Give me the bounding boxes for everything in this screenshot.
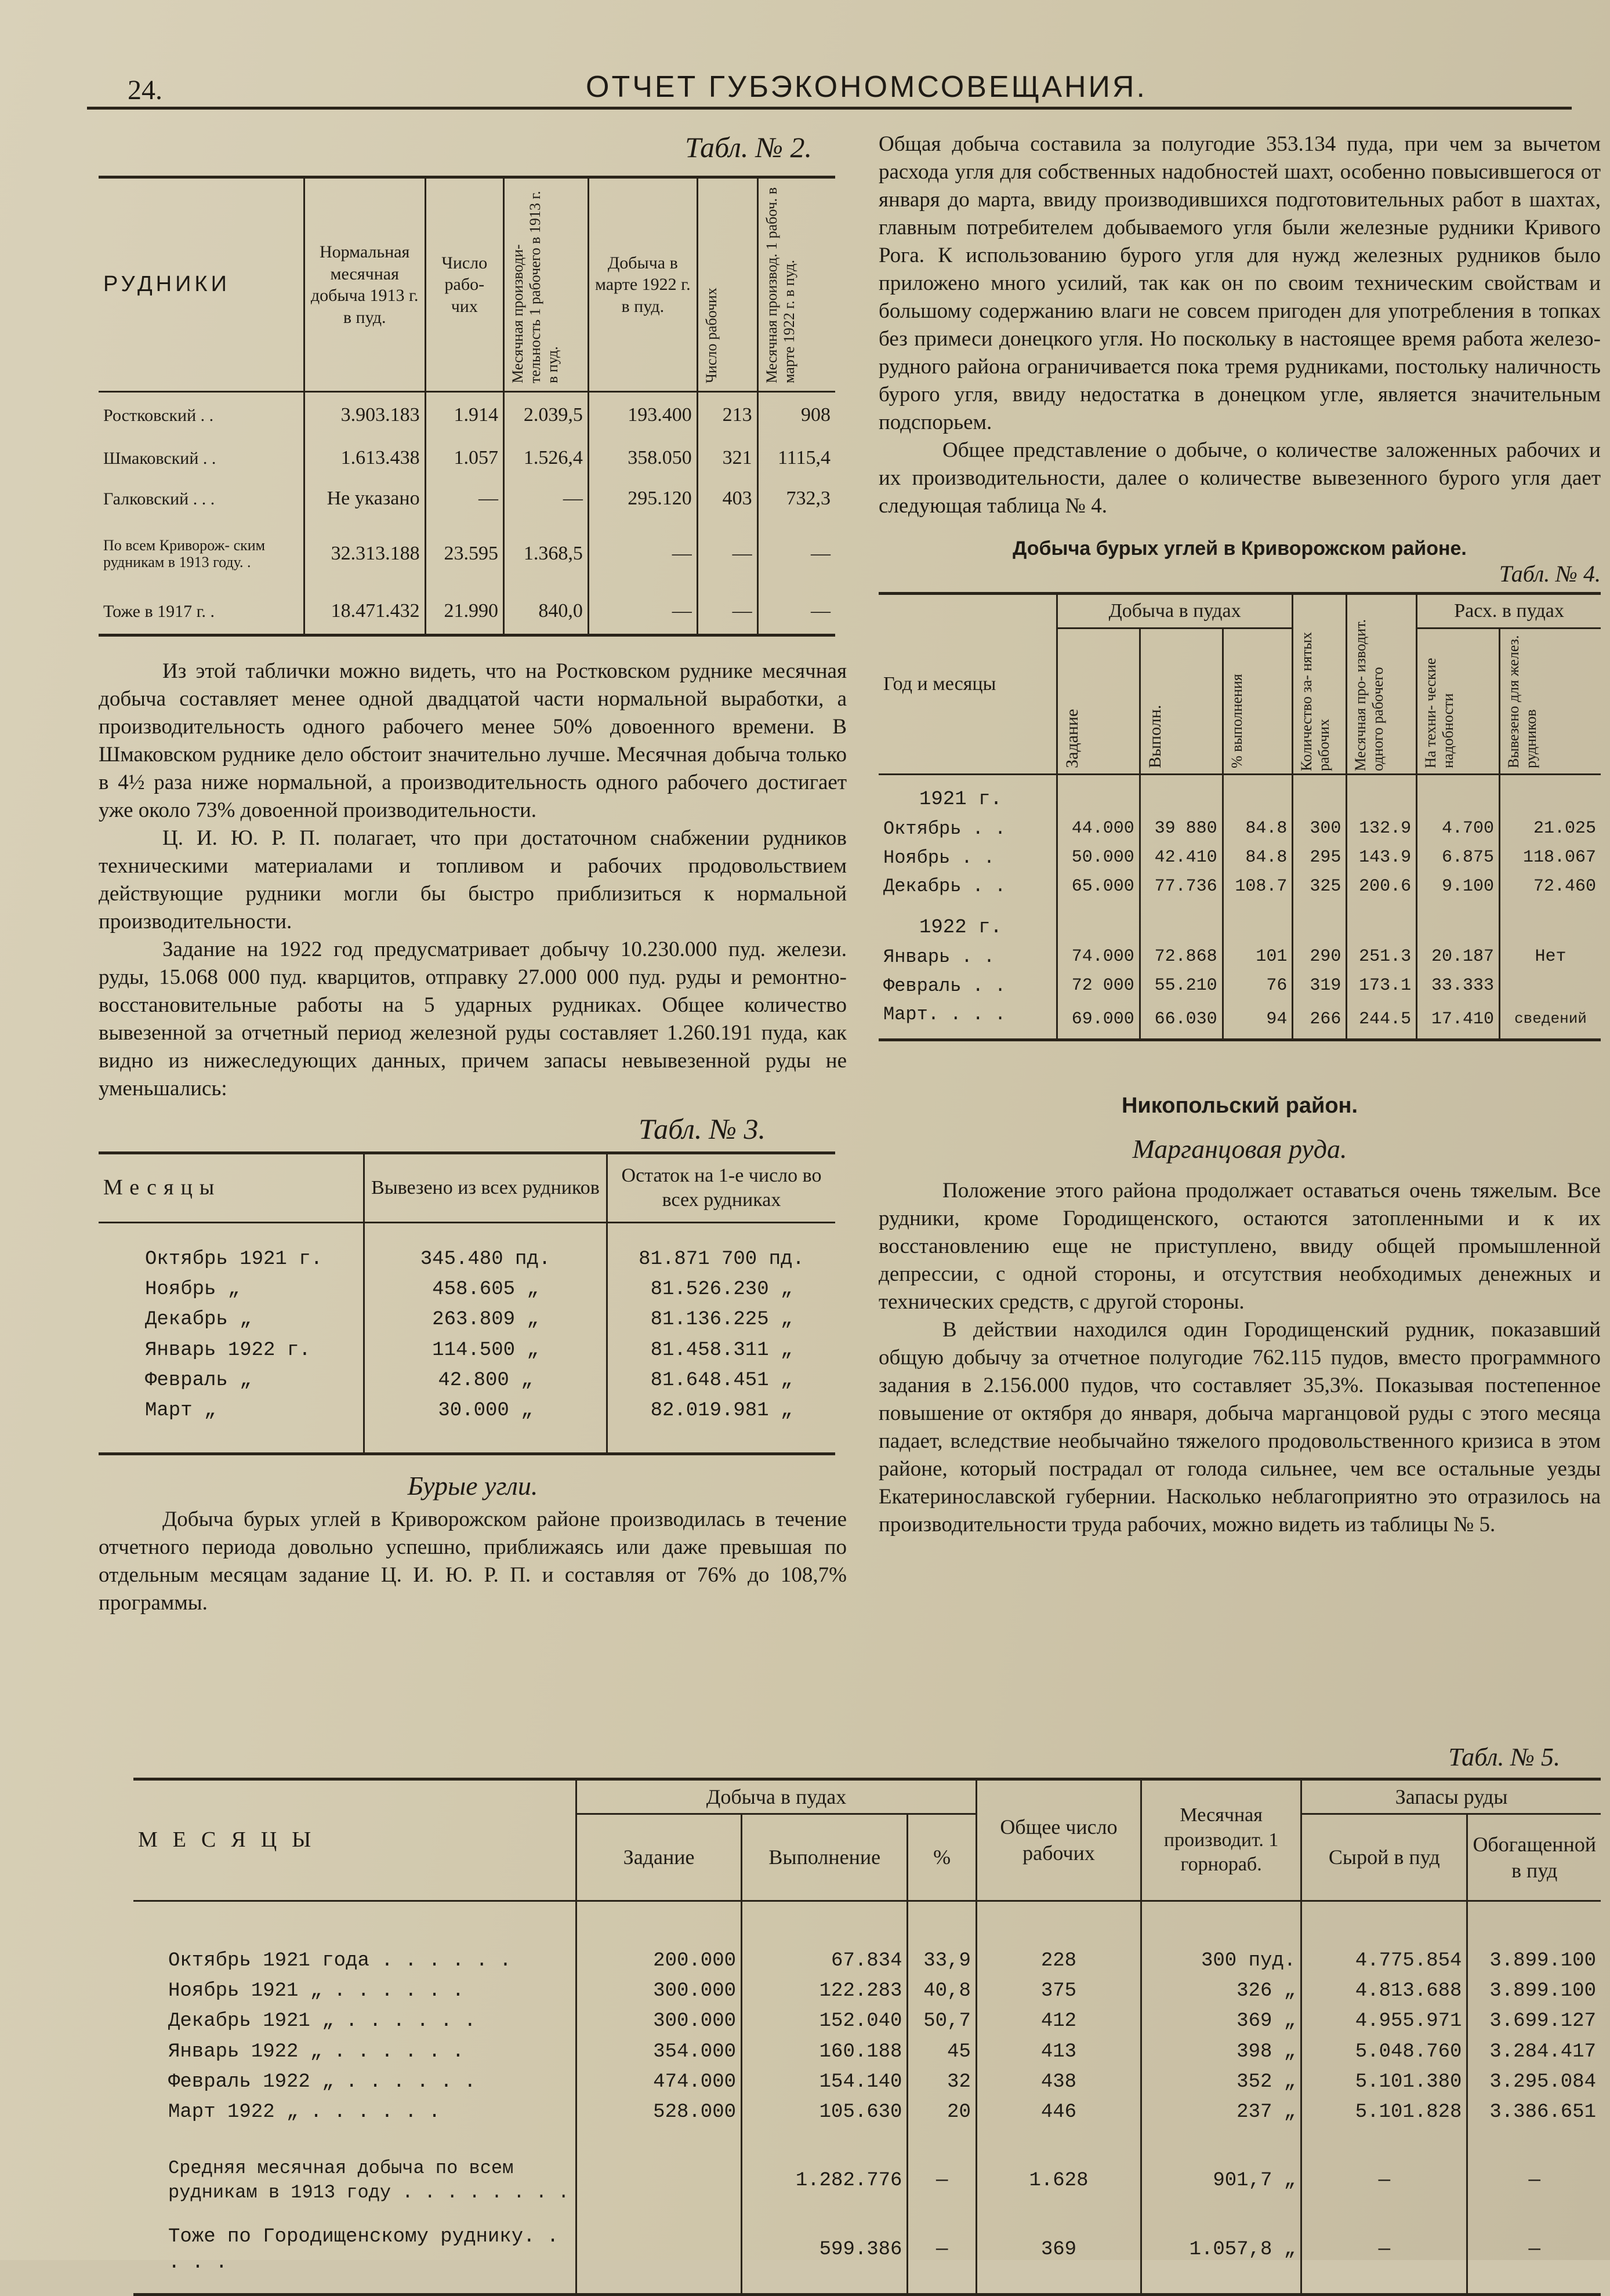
table-row: Тоже по Городищенскому руднику. . . . . 599.386 — 369 1.057,8 „ — — <box>133 2207 1601 2294</box>
table-row: Февраль 1922 „ . . . . . . 474.000 154.140 32 438 352 „ 5.101.380 3.295.084 <box>133 2067 1601 2097</box>
nikopol-heading: Никопольский район. <box>1121 1093 1358 1118</box>
table2-header-norm: Нормальная месячная добыча 1913 г. в пуд. <box>304 177 425 392</box>
table-row: Март. . . . 69.000 66.030 94 266 244.5 17.410 сведений <box>879 1000 1601 1040</box>
page-header <box>87 63 1572 106</box>
table5-header-pct: % <box>908 1814 976 1901</box>
table3-header-exported: Вывезено из всех рудников <box>364 1153 607 1223</box>
table-row: Ноябрь „ 458.605 „ 81.526.230 „ <box>99 1274 835 1305</box>
table-row: Октябрь . . 44.000 39 880 84.8 300 132.9 4.700 21.025 <box>879 815 1601 844</box>
table-row: Январь 1922 „ . . . . . . 354.000 160.188 45 413 398 „ 5.048.760 3.284.417 <box>133 2037 1601 2067</box>
paragraph: Из этой таблички можно видеть, что на Ростковском руднике месячная добыча составляет менее одной двадцатой части нормальной выработки, а производительность одного рабочего менее 50% довоенного времени. В Шмаковском руднике дело обстоит значительно лучше. Месячная добыча только в 4½ раза ниже нормальной, а производительность одного рабочего достигает уже около 73% довоенной производительности. <box>99 659 847 822</box>
header-rule <box>87 107 1572 110</box>
table5-header-enriched: Обогащенной в пуд <box>1467 1814 1601 1901</box>
table5-header-group2: Запасы руды <box>1301 1779 1601 1814</box>
table-row: Март „ 30.000 „ 82.019.981 „ <box>99 1396 835 1454</box>
table3-header-months: Месяцы <box>99 1153 364 1223</box>
table-row: По всем Криворож- ским рудникам в 1913 году. . 32.313.188 23.595 1.368,5 — — — <box>99 519 835 589</box>
table4-header-months: Год и месяцы <box>879 594 1057 775</box>
paragraph: В действии находился один Городищенский рудник, показавший общую добычу за отчетное полугодие 762.115 пудов, вместо программного задания в 2.156.000 пудов, что составляет 35,3%. Показывая постепенное повышение от октября до января, добыча марганцовой руды с этого месяца падает, вследствие необычайно тяжелого продовольственного кризиса в этом районе, который пострадал от голода сильнее, чем все остальные уезды Екатеринославской губернии. Насколько неблагоприятно это отразилось на производительности труда рабочих, можно видеть из таблицы № 5. <box>879 1317 1601 1536</box>
table-row: Март 1922 „ . . . . . . 528.000 105.630 20 446 237 „ 5.101.828 3.386.651 <box>133 2097 1601 2127</box>
table5-header-task: Задание <box>576 1814 742 1901</box>
paragraph: Общая добыча составила за полугодие 353.134 пуда, при чем за вычетом расхода угля для собственных надобностей шахт, особенно повысившегося от января до марта, ввиду производившихся подготовительных работ в шахтах, главным потребителем добываемого угля были железные рудники Кривого Рога. К использованию бурого угля для нужд железных рудников было приложено много усилий, так как он по своим техническим свойствам и большому содержанию влаги не совсем пригоден для употребления в топках без примеси донецкого угля. Но поскольку в настоящее время работа железо-рудного района ограничивается пока тремя рудниками, постольку наличность бурого угля, ввиду недостатка в донецком угле, является значительным подспорьем. <box>879 132 1601 434</box>
table-row: Декабрь 1921 „ . . . . . . 300.000 152.040 50,7 412 369 „ 4.955.971 3.699.127 <box>133 2006 1601 2036</box>
table4-caption: Табл. № 4. <box>1499 561 1601 587</box>
table-row: Тоже в 1917 г. . 18.471.432 21.990 840,0 — — — <box>99 589 835 635</box>
paragraph: Добыча бурых углей в Криворожском районе производилась в течение отчетного периода довольно успешно, приближаясь или даже превышая по отдельным месяцам задание Ц. И. Ю. Р. П. и составляя от 76% до 108,7% программы. <box>99 1507 847 1615</box>
table5-block <box>133 1742 1601 2296</box>
table2-header-workers: Число рабо- чих <box>425 177 503 392</box>
paragraph: Задание на 1922 год предусматривает добычу 10.230.000 пуд. желези. руды, 15.068 000 пуд. кварцитов, отправку 27.000 000 пуд. руды и ремонтно-восстановительные работы на 5 ударных рудниках. Общее количество вывезенной за отчетный период железной руды составляет 1.260.191 пуда, как видно из нижеследующих данных, причем запасы невывезенной руды не уменьшались: <box>99 938 847 1100</box>
table4-title: Добыча бурых углей в Криворожском районе. <box>1013 537 1467 560</box>
table3-caption: Табл. № 3. <box>639 1113 766 1145</box>
table-row: Октябрь 1921 г. 345.480 пд. 81.871 700 пд. <box>99 1223 835 1275</box>
table4-header-group1: Добыча в пудах <box>1057 594 1292 629</box>
table-row: Февраль „ 42.800 „ 81.648.451 „ <box>99 1365 835 1396</box>
table3 <box>99 1151 835 1455</box>
nikopol-subheading: Марганцовая руда. <box>1132 1134 1347 1164</box>
table2-header-march: Добыча в марте 1922 г. в пуд. <box>588 177 697 392</box>
table-row: Январь 1922 г. 114.500 „ 81.458.311 „ <box>99 1335 835 1365</box>
brown-coal-heading: Бурые угли. <box>407 1471 538 1501</box>
left-column <box>99 130 847 1617</box>
left-text-block <box>99 657 847 1103</box>
table-row: Ноябрь 1921 „ . . . . . . 300.000 122.283 40,8 375 326 „ 4.813.688 3.899.100 <box>133 1976 1601 2006</box>
table-row: Февраль . . 72 000 55.210 76 319 173.1 33.333 <box>879 972 1601 1001</box>
table4-header-group2: Расх. в пудах <box>1417 594 1601 629</box>
table-row: Ноябрь . . 50.000 42.410 84.8 295 143.9 6.875 118.067 <box>879 844 1601 873</box>
table2-header-prod1922: Месячная производ. 1 рабоч. в марте 1922 г. в пуд. <box>763 187 797 383</box>
table-row: Январь . . 74.000 72.868 101 290 251.3 20.187 Нет <box>879 943 1601 972</box>
table5 <box>133 1778 1601 2296</box>
table5-header-prod: Месячная производит. 1 горнораб. <box>1141 1779 1301 1901</box>
table5-header-workers: Общее число рабочих <box>976 1779 1141 1901</box>
table2-header-mines: РУДНИКИ <box>99 177 304 392</box>
paragraph: Положение этого района продолжает оставаться очень тяжелым. Все рудники, кроме Городищенского, остаются затопленными и к их восстановлению еще не приступлено, ввиду общей промышленной депрессии, с одной стороны, и отсутствия необходимых денежных и технических средств, с другой стороны. <box>879 1178 1601 1314</box>
table-row: Шмаковский . . 1.613.438 1.057 1.526,4 358.050 321 1115,4 <box>99 438 835 479</box>
paragraph: Ц. И. Ю. Р. П. полагает, что при достаточном снабжении рудников техническими материалами и топливом и рабочих продовольствием действующие рудники могли бы быстро приблизиться к нормальной производительности. <box>99 826 847 933</box>
page-title: ОТЧЕТ ГУБЭКОНОМСОВЕЩАНИЯ. <box>586 70 1147 104</box>
table2 <box>99 176 835 637</box>
table-row: Галковский . . . Не указано — — 295.120 403 732,3 <box>99 479 835 519</box>
table5-header-months: МЕСЯЦЫ <box>133 1779 576 1901</box>
table-row: Октябрь 1921 года . . . . . . 200.000 67.834 33,9 228 300 пуд. 4.775.854 3.899.100 <box>133 1901 1601 1977</box>
table-row: Средняя месячная добыча по всем рудникам в 1913 году . . . . . . . . 1.282.776 — 1.628 901,7 „ — — <box>133 2127 1601 2207</box>
table5-header-raw: Сырой в пуд <box>1301 1814 1467 1901</box>
table5-caption: Табл. № 5. <box>1448 1743 1560 1771</box>
right-column <box>879 130 1601 1539</box>
table4-year-1922: 1922 г. <box>919 916 1002 939</box>
page-number: 24. <box>128 75 162 106</box>
table4-year-1921: 1921 г. <box>919 789 1002 811</box>
table-row: Декабрь „ 263.809 „ 81.136.225 „ <box>99 1305 835 1335</box>
table-row: Ростковский . . 3.903.183 1.914 2.039,5 193.400 213 908 <box>99 392 835 438</box>
table-row: Декабрь . . 65.000 77.736 108.7 325 200.6 9.100 72.460 <box>879 872 1601 901</box>
table4: Год и месяцы Добыча в пудах Количество за- нятых рабочих Месячная про- изводит. одного рабочего Расх. в пудах Задание Выполн. % выполнения На техни- ческие надобности Вывезено для желез. рудников 1921 г. Октябрь . . 44.000 39 880 84.8 300 132.9 4.700 21.025 Ноябрь . . 50.000 42.410 84.8 295 143.9 6.875 118.067 Декабрь . . 65.000 77.736 108.7 325 200.6 9.100 72.460 1922 г. Январь . . 74.000 72.868 101 290 251.3 20.187 Нет Февраль . . 72 000 55.210 76 319 173.1 33.333 Март. . . . 69.000 66.030 94 266 244.5 17.410 сведений <box>879 592 1601 1041</box>
table2-header-workers1922: Число рабочих <box>702 288 720 383</box>
paragraph: Общее представление о добыче, о количестве заложенных рабочих и их производительности, далее о количестве вывезенного бурого угля дает следующая таблица № 4. <box>879 438 1601 518</box>
table5-header-group1: Добыча в пудах <box>576 1779 977 1814</box>
table5-header-done: Выполнение <box>742 1814 908 1901</box>
table3-header-remainder: Остаток на 1-е число во всех рудниках <box>607 1153 836 1223</box>
table2-caption: Табл. № 2. <box>685 131 812 164</box>
table2-header-prod1913: Месячная производи- тельность 1 рабочего в 1913 г. в пуд. <box>509 191 561 383</box>
